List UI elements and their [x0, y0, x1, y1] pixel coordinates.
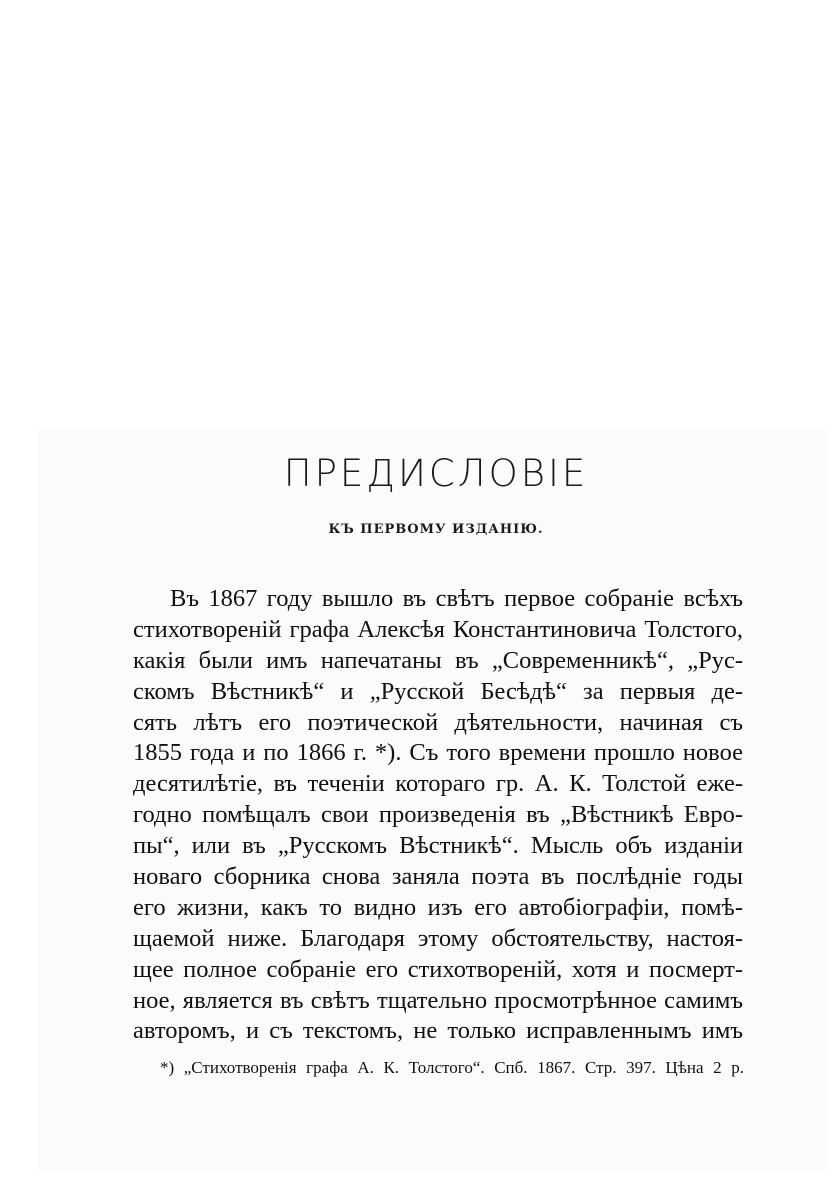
- page-title: ПРЕДИСЛОВІЕ: [283, 452, 589, 495]
- body-line-7: десятилѣтіе, въ теченіи котораго гр. А. К. Толстой еже-: [133, 770, 743, 798]
- body-line-2: стихотвореній графа Алексѣя Константиновича Толстого,: [133, 615, 743, 643]
- body-line-8: годно помѣщалъ свои произведенія въ „Вѣстникѣ Евро-: [133, 801, 743, 829]
- body-paragraph: [133, 584, 743, 1047]
- body-line-9: пы“, или въ „Русскомъ Вѣстникѣ“. Мысль объ изданіи: [133, 832, 743, 860]
- footnote: *) „Стихотворенія графа А. К. Толстого“. Спб. 1867. Стр. 397. Цѣна 2 р.: [160, 1058, 744, 1077]
- body-line-4: скомъ Вѣстникѣ“ и „Русской Бесѣдѣ“ за первыя де-: [133, 677, 743, 705]
- body-line-14: ное, является въ свѣтъ тщательно просмотрѣнное самимъ: [133, 986, 743, 1014]
- body-line-5: сять лѣтъ его поэтической дѣятельности, начиная съ: [133, 708, 743, 736]
- body-line-1: Въ 1867 году вышло въ свѣтъ первое собраніе всѣхъ: [170, 585, 743, 612]
- body-line-12: щаемой ниже. Благодаря этому обстоятельству, настоя-: [133, 924, 743, 952]
- body-line-10: новаго сборника снова заняла поэта въ послѣдніе годы: [133, 863, 743, 891]
- body-line-15: авторомъ, и съ текстомъ, не только исправленнымъ имъ: [133, 1017, 743, 1045]
- body-line-3: какія были имъ напечатаны въ „Современникѣ“, „Рус-: [133, 646, 743, 674]
- body-line-6: 1855 года и по 1866 г. *). Съ того времени прошло новое: [133, 739, 743, 767]
- body-line-13: щее полное собраніе его стихотвореній, хотя и посмерт-: [133, 955, 743, 983]
- body-line-11: его жизни, какъ то видно изъ его автобіографіи, помѣ-: [133, 893, 743, 921]
- page-subtitle: КЪ ПЕРВОМУ ИЗДАНІЮ.: [328, 522, 544, 537]
